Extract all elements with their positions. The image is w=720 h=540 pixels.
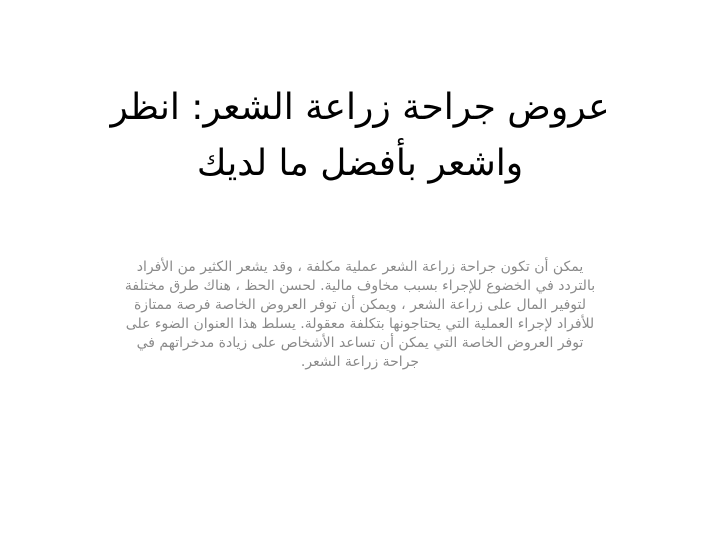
slide-title: عروض جراحة زراعة الشعر: انظر واشعر بأفضل ما لديك (110, 87, 610, 184)
slide-body-text: يمكن أن تكون جراحة زراعة الشعر عملية مكلفة ، وقد يشعر الكثير من الأفراد بالتردد في الخضوع للإجراء بسبب مخاوف مالية. لحسن الحظ ، هناك طرق مختلفة لتوفير المال على زراعة الشعر ، ويمكن أن توفر العروض الخاصة فرصة ممتازة للأفراد لإجراء العملية التي يحتاجونها بتكلفة معقولة. يسلط هذا العنوان الضوء على توفر العروض الخاصة التي يمكن أن تساعد الأشخاص على زيادة مدخراتهم في جراحة زراعة الشعر. (124, 259, 596, 370)
